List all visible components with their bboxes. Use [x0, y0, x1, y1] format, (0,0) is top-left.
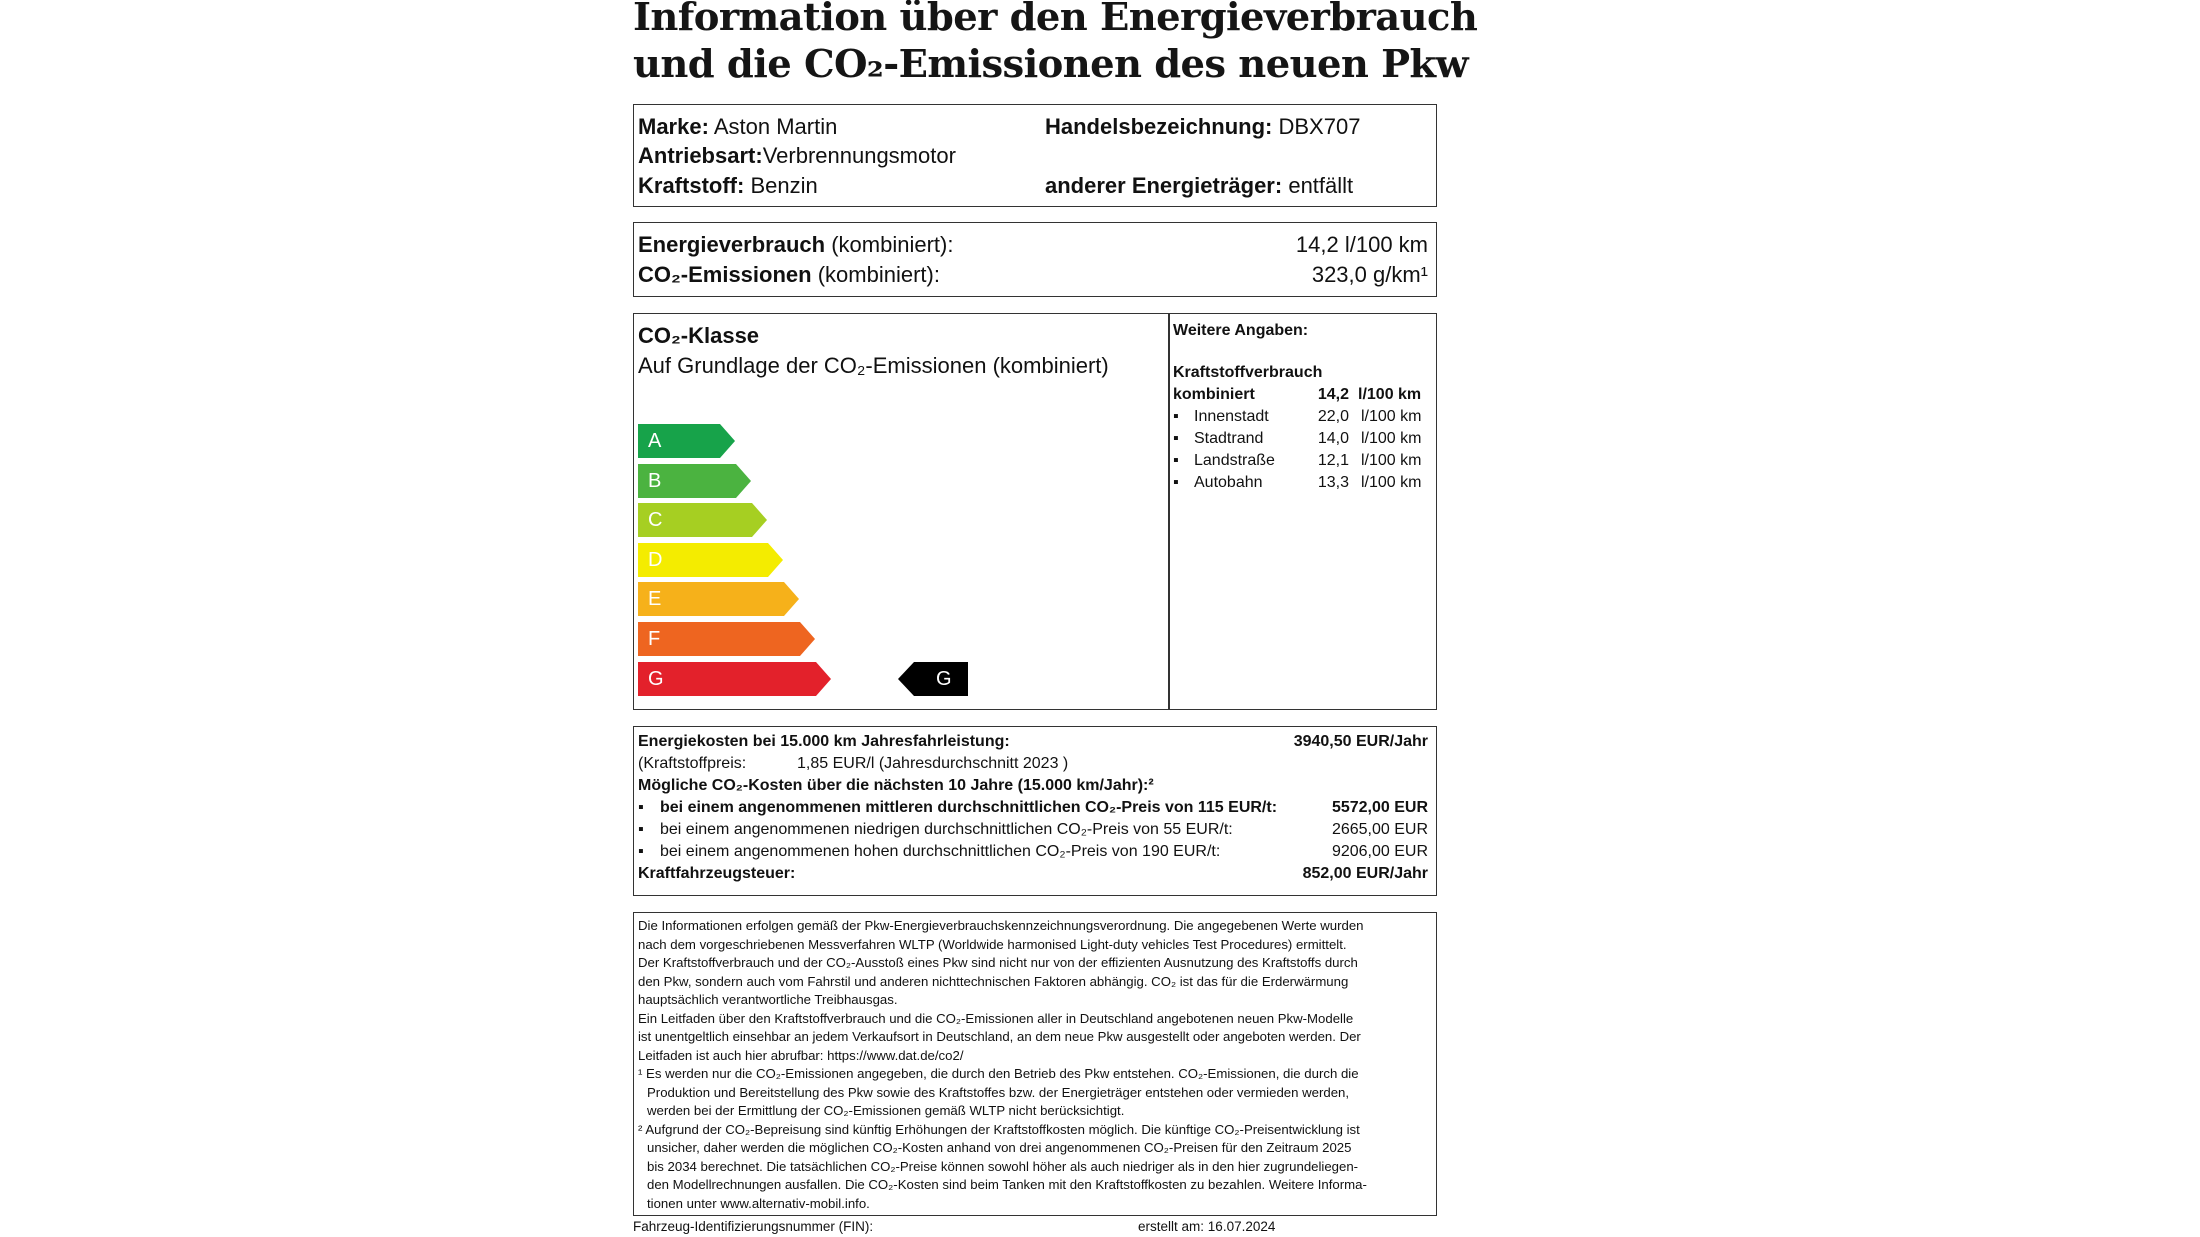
- weitere-row-unit: l/100 km: [1361, 408, 1422, 425]
- weitere-row-value: 22,0: [1317, 408, 1349, 425]
- kraftstoffpreis-prefix: (Kraftstoffpreis:: [638, 755, 747, 772]
- kraftstoff-label: Kraftstoff:: [638, 173, 745, 198]
- weitere-row-unit: l/100 km: [1361, 452, 1422, 469]
- handelsbezeichnung-row: [1045, 113, 1360, 140]
- class-bar-g: [638, 662, 831, 696]
- co2-emissionen-label: CO₂-Emissionen: [638, 262, 812, 287]
- weitere-row-value: 12,1: [1317, 452, 1349, 469]
- antriebsart-value: Verbrennungsmotor: [762, 143, 956, 168]
- weitere-row-label: Landstraße: [1194, 452, 1275, 469]
- kombiniert-unit: l/100 km: [1358, 386, 1422, 403]
- class-bar-c: [638, 503, 767, 537]
- footnote-2-line: bis 2034 berechnet. Die tatsächlichen CO₂-Preise können sowohl höher als auch niedriger als in den hier zugrundeliegen-: [647, 1158, 1359, 1174]
- hoch-text: bei einem angenommenen hohen durchschnittlichen CO₂-Preis von 190 EUR/t:: [660, 843, 1221, 860]
- niedrig-text: bei einem angenommenen niedrigen durchschnittlichen CO₂-Preis von 55 EUR/t:: [660, 821, 1233, 838]
- weitere-bullet: ▪: [1173, 474, 1179, 491]
- note-line: Ein Leitfaden über den Kraftstoffverbrauch und die CO₂-Emissionen aller in Deutschland angebotenen neuen Pkw-Modelle: [638, 1010, 1354, 1026]
- energieverbrauch-row: [638, 231, 953, 258]
- weitere-row-unit: l/100 km: [1361, 430, 1422, 447]
- weitere-row-label: Innenstadt: [1194, 408, 1269, 425]
- energiekosten-label: Energiekosten bei 15.000 km Jahresfahrleistung:: [638, 733, 1010, 750]
- class-letter: B: [648, 469, 662, 492]
- footnote-1-line: Produktion und Bereitstellung des Pkw sowie des Kraftstoffes bzw. der Energieträger entstehen oder vermieden werden,: [647, 1084, 1350, 1100]
- co2-emissionen-row: [638, 261, 940, 288]
- class-bar-b: [638, 464, 751, 498]
- energieverbrauch-value: 14,2 l/100 km: [1295, 232, 1428, 257]
- note-line: nach dem vorgeschriebenen Messverfahren WLTP (Worldwide harmonised Light-duty vehicles Test Procedures) ermittelt.: [638, 936, 1347, 952]
- marke-value: Aston Martin: [713, 114, 838, 139]
- footnote-2-line: tionen unter www.alternativ-mobil.info.: [647, 1195, 870, 1211]
- mittel-bullet: ▪: [638, 799, 644, 816]
- weitere-bullet: ▪: [1173, 452, 1179, 469]
- erstellt-label: erstellt am:: [1138, 1219, 1205, 1234]
- footnote-1-line: ¹ Es werden nur die CO₂-Emissionen angegeben, die durch den Betrieb des Pkw entstehen. CO₂-Emissionen, die durch die: [638, 1066, 1359, 1081]
- title-line-1: Information über den Energieverbrauch: [633, 0, 1478, 40]
- handelsbezeichnung-label: Handelsbezeichnung:: [1045, 114, 1273, 139]
- class-letter: A: [648, 430, 662, 452]
- weitere-row-value: 14,0: [1317, 430, 1349, 447]
- energietraeger-label: anderer Energieträger:: [1045, 173, 1283, 198]
- co2-emissionen-suffix: (kombiniert):: [817, 262, 940, 287]
- antriebsart-label: Antriebsart:: [638, 143, 763, 168]
- hoch-bullet: ▪: [638, 843, 644, 860]
- notes-text: [638, 917, 1434, 1213]
- kombiniert-value: 14,2: [1317, 386, 1349, 403]
- note-line: hauptsächlich verantwortliche Treibhausgas.: [638, 992, 898, 1007]
- weitere-row-unit: l/100 km: [1361, 474, 1422, 491]
- class-letter: G: [648, 667, 664, 690]
- note-line: Die Informationen erfolgen gemäß der Pkw-Energieverbrauchskennzeichnungsverordnung. Die angegebenen Werte wurden: [638, 918, 1364, 933]
- mittel-text: bei einem angenommenen mittleren durchschnittlichen CO₂-Preis von 115 EUR/t:: [660, 799, 1278, 816]
- niedrig-bullet: ▪: [638, 821, 644, 838]
- footnote-1-line: werden bei der Ermittlung der CO₂-Emissionen gemäß WLTP nicht berücksichtigt.: [647, 1103, 1125, 1118]
- energieverbrauch-suffix: (kombiniert):: [831, 232, 954, 257]
- note-line: ist unentgeltlich einsehbar an jedem Verkaufsort in Deutschland, an dem neue Pkw ausgestellt oder angeboten werden. Der: [638, 1029, 1361, 1044]
- antriebsart-row: [638, 142, 956, 169]
- kraftstoffverbrauch-heading: Kraftstoffverbrauch: [1173, 364, 1323, 381]
- class-arrow-icon: [638, 582, 799, 616]
- indicator-arrow-icon: [898, 662, 968, 696]
- steuer-label: Kraftfahrzeugsteuer:: [638, 865, 796, 882]
- marke-label: Marke:: [638, 114, 709, 139]
- weitere-bullet: ▪: [1173, 408, 1179, 425]
- note-line: Der Kraftstoffverbrauch und der CO₂-Ausstoß eines Pkw sind nicht nur von der effizienten Ausnutzung des Kraftstoffs durch: [638, 955, 1358, 970]
- page-title: [633, 0, 1533, 88]
- co2-kosten-label: Mögliche CO₂-Kosten über die nächsten 10 Jahre (15.000 km/Jahr):²: [638, 777, 1154, 794]
- co2-class-heading: CO₂-Klasse: [638, 323, 760, 348]
- energieverbrauch-label: Energieverbrauch: [638, 232, 826, 257]
- kombiniert-label: kombiniert: [1173, 386, 1255, 403]
- weitere-heading: Weitere Angaben:: [1173, 322, 1309, 339]
- class-arrow-icon: [638, 622, 815, 656]
- title-line-2: und die CO₂-Emissionen des neuen Pkw: [633, 42, 1469, 87]
- current-class-letter: G: [936, 667, 952, 690]
- footnote-2-line: ² Aufgrund der CO₂-Bepreisung sind künftig Erhöhungen der Kraftstoffkosten möglich. Die künftige CO₂-Preisentwicklung ist: [638, 1121, 1360, 1137]
- co2-emissionen-value: 323,0 g/km¹: [1311, 262, 1428, 287]
- steuer-value: 852,00 EUR/Jahr: [1302, 865, 1428, 882]
- kraftstoff-row: [638, 172, 818, 199]
- footnote-2-line: den Modellrechnungen ausfallen. Die CO₂-Kosten sind beim Tanken mit den Kraftstoffkosten zu bezahlen. Weitere Informa-: [647, 1177, 1367, 1192]
- class-bar-e: [638, 582, 799, 616]
- footnote-2-line: unsicher, daher werden die möglichen CO₂-Kosten anhand von drei angenommenen CO₂-Preisen für den Zeitraum 2025: [647, 1140, 1352, 1155]
- class-letter: D: [648, 548, 663, 571]
- weitere-row-label: Stadtrand: [1194, 430, 1264, 447]
- divider: [1168, 314, 1170, 709]
- class-letter: C: [648, 509, 663, 532]
- class-bar-a: [638, 424, 735, 458]
- weitere-row-value: 13,3: [1317, 474, 1349, 491]
- kraftstoffpreis-value: 1,85 EUR/l (Jahresdurchschnitt 2023 ): [797, 755, 1069, 772]
- hoch-value: 9206,00 EUR: [1331, 843, 1428, 860]
- marke-row: [638, 113, 837, 140]
- weitere-bullet: ▪: [1173, 430, 1179, 447]
- co2-class-subheading: Auf Grundlage der CO₂-Emissionen (kombiniert): [638, 353, 1109, 378]
- weitere-row-label: Autobahn: [1194, 474, 1263, 491]
- energiekosten-value: 3940,50 EUR/Jahr: [1293, 733, 1428, 750]
- class-letter: E: [648, 588, 662, 611]
- energietraeger-value: entfällt: [1288, 173, 1354, 198]
- class-bar-f: [638, 622, 815, 656]
- erstellt-value: 16.07.2024: [1207, 1219, 1276, 1234]
- current-class-indicator: [898, 662, 968, 696]
- class-letter: F: [648, 628, 661, 650]
- handelsbezeichnung-value: DBX707: [1278, 114, 1361, 139]
- fin-label: Fahrzeug-Identifizierungsnummer (FIN):: [633, 1219, 874, 1234]
- niedrig-value: 2665,00 EUR: [1331, 821, 1428, 838]
- erstellt-row: [1138, 1218, 1275, 1236]
- kraftstoff-value: Benzin: [750, 173, 818, 198]
- note-line: den Pkw, sondern auch vom Fahrstil und anderen nichttechnischen Faktoren abhängig. CO₂ ist das für die Erderwärmung: [638, 973, 1349, 989]
- energietraeger-row: [1045, 172, 1353, 199]
- mittel-value: 5572,00 EUR: [1331, 799, 1428, 816]
- class-arrow-icon: [638, 662, 831, 696]
- class-bar-d: [638, 543, 783, 577]
- note-line: Leitfaden ist auch hier abrufbar: https://www.dat.de/co2/: [638, 1047, 964, 1063]
